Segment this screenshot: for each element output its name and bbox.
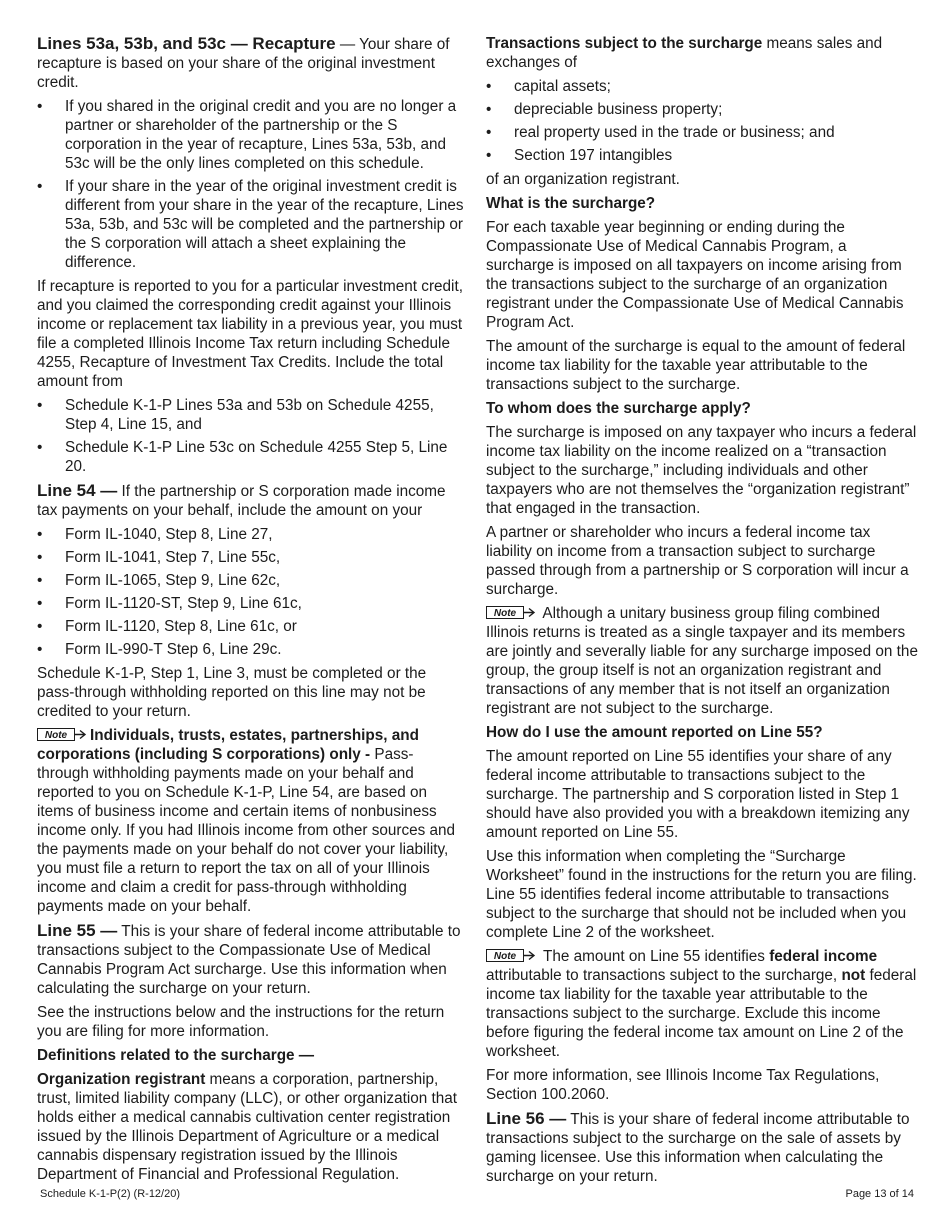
list-item: • Form IL-1120, Step 8, Line 61c, or	[37, 617, 465, 636]
paragraph-line-54	[37, 481, 465, 520]
note-bold: Individuals, trusts, estates, partnerships, and corporations (including S corporations) only -	[37, 727, 419, 763]
text: — Your share of recapture is based on your share of the original investment credit.	[37, 36, 450, 91]
term: Transactions subject to the surcharge	[486, 35, 763, 52]
heading-line-54: Line 54 —	[37, 481, 118, 500]
heading-line-56: Line 56 —	[486, 1109, 567, 1128]
note-label: Note	[493, 951, 517, 962]
text: The amount on Line 55 identifies	[539, 948, 770, 965]
paragraph-recapture	[37, 34, 465, 92]
heading-definitions: Definitions related to the surcharge —	[37, 1047, 315, 1064]
list-item: • Form IL-1040, Step 8, Line 27,	[37, 525, 465, 544]
paragraph: The amount of the surcharge is equal to the amount of federal income tax liability for the taxable year attributable to the transactions subject to the surcharge.	[486, 338, 906, 393]
footer-form-id: Schedule K-1-P(2) (R-12/20)	[40, 1188, 181, 1200]
list-item: • If your share in the year of the original investment credit is different from your share in the year of the recapture, Lines 53a, 53b, and 53c will be completed and the partnership or the S corporation will attach a sheet explaining the difference.	[37, 177, 465, 272]
note-icon	[486, 949, 536, 962]
paragraph-of-org: of an organization registrant.	[486, 171, 680, 188]
term: Organization registrant	[37, 1071, 206, 1088]
note-unitary-group	[486, 604, 918, 718]
heading-to-whom: To whom does the surcharge apply?	[486, 400, 751, 417]
paragraph-recapture-reported: If recapture is reported to you for a particular investment credit, and you claimed the corresponding credit against your Illinois income or replacement tax liability in a previous year, you must file a completed Illinois Income Tax return including Schedule 4255, Recapture of Investment Tax Credits. Include the total amount from	[37, 278, 463, 390]
paragraph-org-registrant	[37, 1070, 465, 1184]
note-line-55	[486, 947, 918, 1061]
text: Pass-through withholding payments made on your behalf and reported to you on Schedule K-1-P, Line 54, are based on items of business income and certain items of nonbusiness income only. If you had Illinois income from other sources and the payments made on your behalf do not cover your liability, you must file a return to report the tax on all of your Illinois income and claim a credit for pass-through withholding payments made on your behalf.	[37, 746, 456, 915]
list-item: • Schedule K-1-P Line 53c on Schedule 4255 Step 5, Line 20.	[37, 438, 465, 476]
paragraph-line-56	[486, 1109, 918, 1186]
bullet-list-schedule-4255	[37, 396, 465, 476]
list-item: • real property used in the trade or business; and	[486, 123, 918, 142]
paragraph-more-info: For more information, see Illinois Income Tax Regulations, Section 100.2060.	[486, 1067, 880, 1103]
right-column	[486, 34, 918, 1191]
note-label: Note	[493, 608, 517, 619]
text: If the partnership or S corporation made income tax payments on your behalf, include the amount on your	[37, 483, 446, 519]
paragraph-line-55	[37, 921, 465, 998]
paragraph: The amount reported on Line 55 identifies your share of any federal income attributable to transactions subject to the surcharge. The partnership and S corporation listed in Step 1 should have also provided you with a breakdown itemizing any amount reported on Line 55.	[486, 748, 910, 841]
note-icon	[37, 728, 87, 741]
left-column	[37, 34, 465, 1189]
footer-page-number: Page 13 of 14	[845, 1188, 914, 1200]
list-item: • Form IL-1041, Step 7, Line 55c,	[37, 548, 465, 567]
text: Although a unitary business group filing combined Illinois returns is treated as a single taxpayer and its members are jointly and severally liable for any surcharge imposed on the group, the group itself is not an organization registrant and transactions of any member that is not itself an organization registrant are not subject to the surcharge.	[486, 605, 918, 717]
text: This is your share of federal income attributable to transactions subject to the Compassionate Use of Medical Cannabis Program Act surcharge. Use this information when calculating the surcharge on your return.	[37, 923, 461, 997]
emphasis: not	[841, 967, 866, 984]
text: means sales and exchanges of	[486, 35, 883, 71]
list-item: • Form IL-990-T Step 6, Line 29c.	[37, 640, 465, 659]
heading-line-55: Line 55 —	[37, 921, 118, 940]
heading-what-is-surcharge: What is the surcharge?	[486, 195, 656, 212]
paragraph: For each taxable year beginning or ending during the Compassionate Use of Medical Cannabis Program, a surcharge is imposed on all taxpayers on income arising from the transactions subject to the surcharge of an organization registrant under the Compassionate Use of Medical Cannabis Program Act.	[486, 219, 904, 331]
list-item: • Form IL-1120-ST, Step 9, Line 61c,	[37, 594, 465, 613]
list-item: • Form IL-1065, Step 9, Line 62c,	[37, 571, 465, 590]
paragraph: Use this information when completing the “Surcharge Worksheet” found in the instructions for the return you are filing. Line 55 identifies federal income attributable to transactions subject to the surcharge that should not be included when you complete Line 2 of the worksheet.	[486, 848, 917, 941]
paragraph: The surcharge is imposed on any taxpayer who incurs a federal income tax liability on the income realized on a “transaction subject to the surcharge,” including individuals and other taxpayers who are not themselves the “organization registrant” that engaged in the transaction.	[486, 424, 917, 517]
list-item: • If you shared in the original credit and you are no longer a partner or shareholder of the partnership or the S corporation in the year of recapture, Lines 53a, 53b, and 53c will be the only lines completed on this schedule.	[37, 97, 465, 173]
list-item: • capital assets;	[486, 77, 918, 96]
bullet-list-recapture	[37, 97, 465, 272]
emphasis: federal income	[769, 948, 878, 965]
note-icon	[486, 606, 536, 619]
list-item: • Section 197 intangibles	[486, 146, 918, 165]
text: attributable to transactions subject to the surcharge,	[486, 967, 842, 984]
list-item: • Schedule K-1-P Lines 53a and 53b on Schedule 4255, Step 4, Line 15, and	[37, 396, 465, 434]
paragraph-see-instructions: See the instructions below and the instructions for the return you are filing for more information.	[37, 1004, 445, 1040]
paragraph-step1-line3: Schedule K-1-P, Step 1, Line 3, must be completed or the pass-through withholding reported on this line may not be credited to your return.	[37, 665, 427, 720]
paragraph-transactions	[486, 34, 918, 72]
note-label: Note	[44, 730, 68, 741]
list-item: • depreciable business property;	[486, 100, 918, 119]
text: This is your share of federal income attributable to transactions subject to the surcharge on the sale of assets by gaming licensee. Use this information when calculating the surcharge on your return.	[486, 1111, 910, 1185]
note-pass-through	[37, 726, 465, 916]
heading-lines-53: Lines 53a, 53b, and 53c — Recapture	[37, 34, 336, 53]
heading-how-use-line-55: How do I use the amount reported on Line 55?	[486, 724, 823, 741]
bullet-list-forms	[37, 525, 465, 659]
text: means a corporation, partnership, trust, limited liability company (LLC), or other organization that holds either a medical cannabis cultivation center registration issued by the Illinois Department of Agriculture or a medical cannabis dispensary registration issued by the Illinois Department of Financial and Professional Regulation.	[37, 1071, 457, 1183]
paragraph: A partner or shareholder who incurs a federal income tax liability on income from a transaction subject to surcharge passed through from a partnership or S corporation will incur a surcharge.	[486, 524, 909, 598]
text: federal income tax liability for the taxable year attributable to the transactions subject to the surcharge. Exclude this income before figuring the federal income tax amount on Line 2 of the worksheet.	[486, 967, 917, 1060]
bullet-list-assets	[486, 77, 918, 165]
